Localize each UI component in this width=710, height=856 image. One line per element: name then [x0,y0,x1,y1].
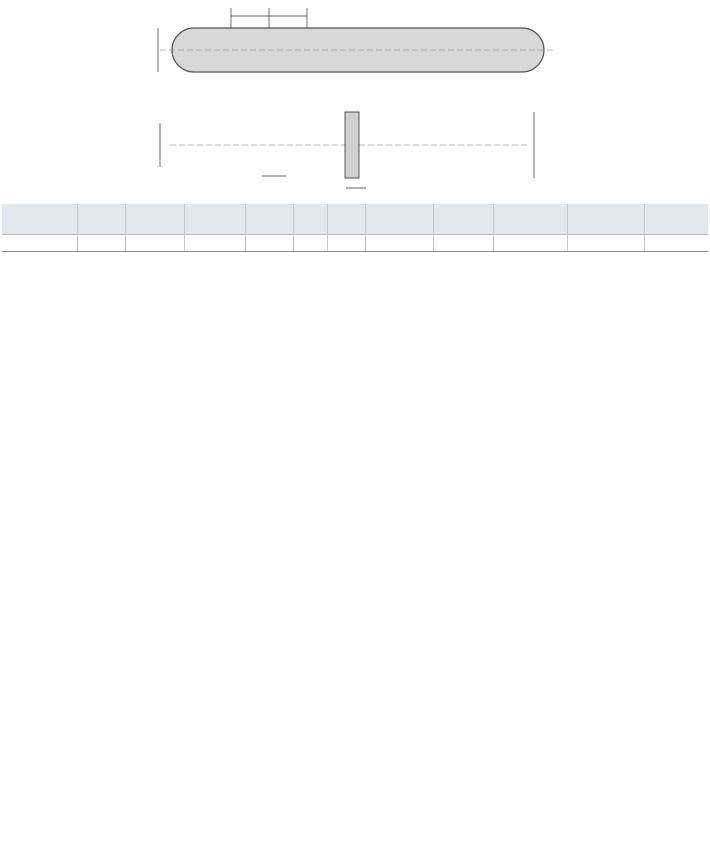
sym-Q [494,204,567,235]
unit-T [433,235,494,252]
header-unit-row [2,235,708,252]
sym-p [78,204,126,235]
sym-d2 [245,204,293,235]
chain-no-header [2,204,78,235]
chain-top-view [160,112,534,188]
unit-Q0 [567,235,645,252]
unit-Lc [327,235,366,252]
unit-b1 [185,235,246,252]
chain-side-view [158,8,556,72]
sym-b1 [185,204,246,235]
sym-T [433,204,494,235]
unit-Q [494,235,567,252]
unit-d2 [245,235,293,252]
chain-diagram [0,0,710,200]
unit-q [645,235,708,252]
unit-p [78,235,126,252]
sym-Q0 [567,204,645,235]
unit-h2 [366,235,433,252]
sym-d1 [126,204,185,235]
unit-d1 [126,235,185,252]
sym-q [645,204,708,235]
header-symbol-row [2,204,708,235]
unit-L [294,235,328,252]
sym-Lc [327,204,366,235]
sym-L [294,204,328,235]
chain-spec-table [2,204,708,252]
sym-h2 [366,204,433,235]
